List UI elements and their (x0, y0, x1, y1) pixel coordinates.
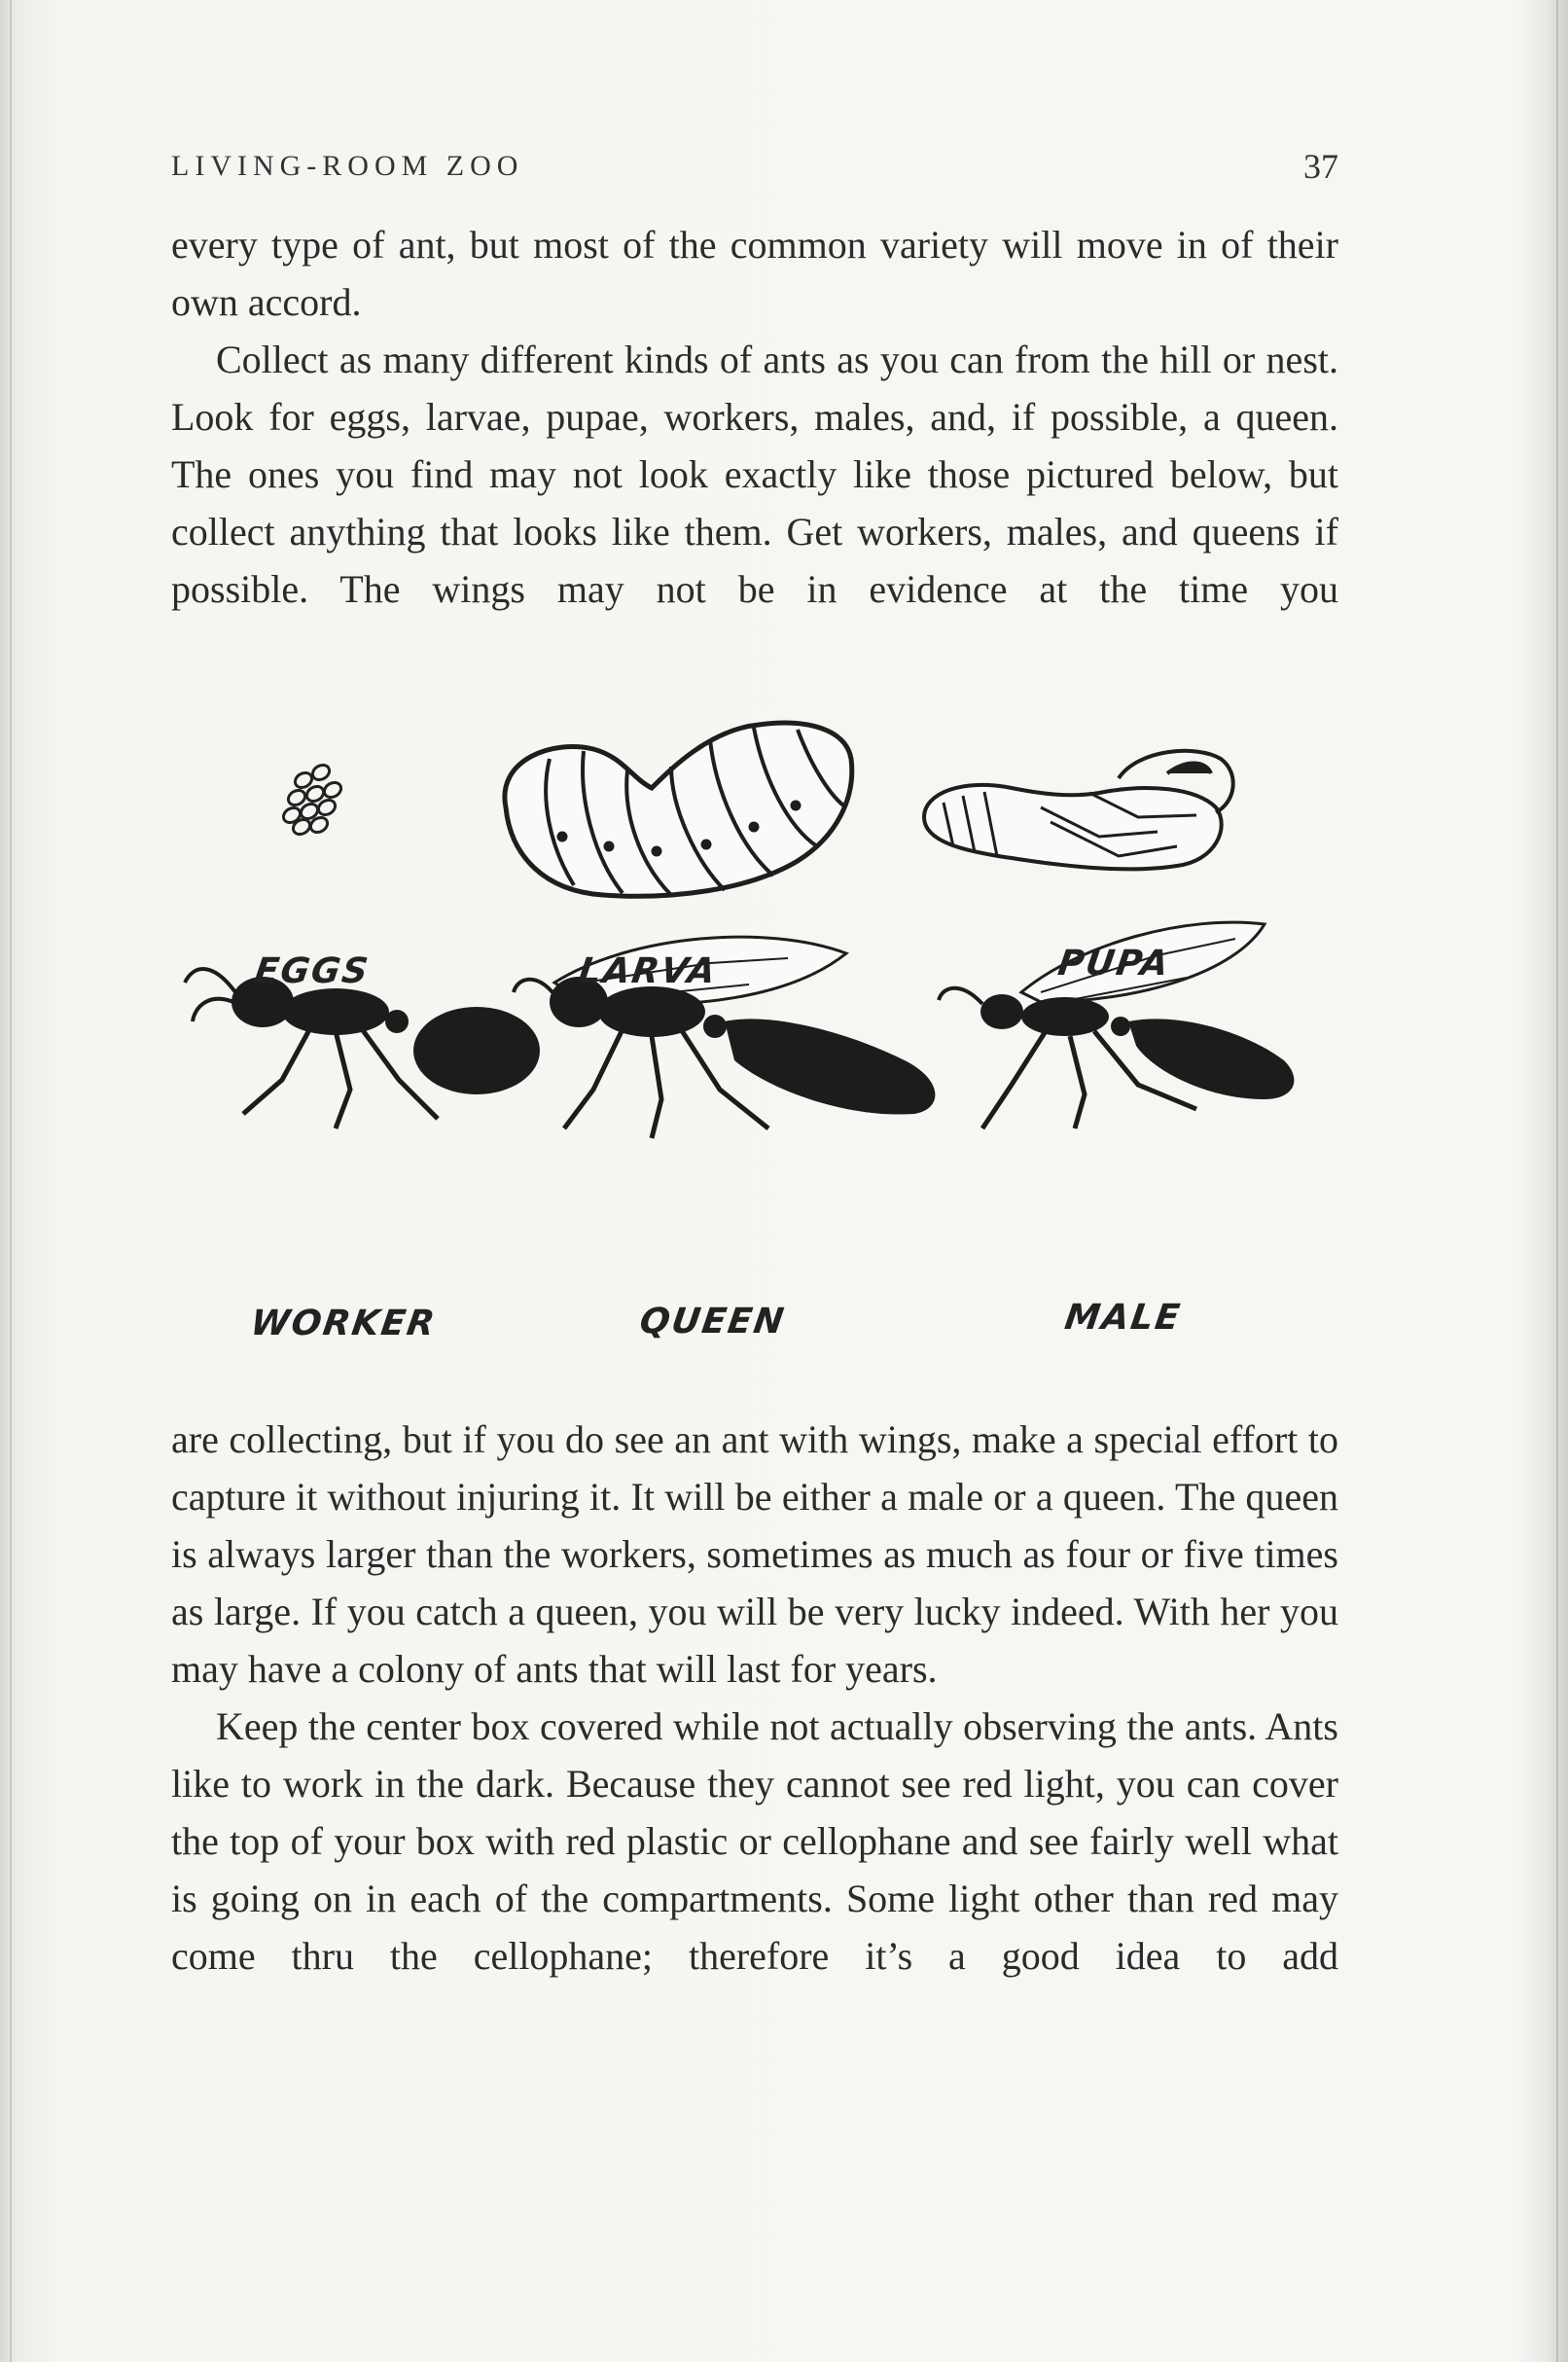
running-title: LIVING-ROOM ZOO (171, 150, 524, 182)
label-male: MALE (1062, 1298, 1185, 1338)
label-pupa: PUPA (1055, 944, 1173, 984)
page-number: 37 (1303, 147, 1338, 186)
paragraph-winged-ants: are collecting, but if you do see an ant with wings, make a special effort to capture it without injuring it. It will be either a male or a queen. The queen is always larger than the workers, sometimes as much as four or five times as large. If you catch a queen, you will be very lucky indeed. With her you may have a colony of ants that will last for years. (171, 1417, 1338, 1691)
label-worker: WORKER (248, 1304, 440, 1343)
paragraph-collect-ants: Collect as many different kinds of ants as you can from the hill or nest. Look for eggs, larvae, pupae, workers, males, and, if possible, a queen. The ones you find may not look exactly like those pictured below, but collect anything that looks like them. Get workers, males, and queens if possible. The wings may not be in evidence at the time you (171, 338, 1338, 611)
paragraph-cover-box: Keep the center box covered while not actually observing the ants. Ants like to work in the dark. Because they cannot see red light, you can cover the top of your box with red plastic or cellophane and see fairly well what is going on in each of the compartments. Some light other than red may come thru the cellophane; therefore it’s a good idea to add (171, 1704, 1338, 1978)
label-eggs: EGGS (252, 951, 373, 991)
page-edge (1556, 0, 1558, 2362)
ant-illustration (165, 700, 1352, 1372)
page-gutter (10, 0, 12, 2362)
larva-drawing (505, 723, 852, 896)
pupa-drawing (924, 751, 1233, 870)
running-head (171, 146, 1338, 195)
label-queen: QUEEN (637, 1302, 789, 1342)
body-text-top (171, 216, 1338, 618)
body-text-bottom (171, 1411, 1338, 1985)
eggs-drawing (281, 762, 344, 837)
paragraph-continued: every type of ant, but most of the common variety will move in of their own accord. (171, 223, 1338, 324)
queen-ant-drawing (514, 937, 935, 1138)
worker-ant-drawing (185, 969, 540, 1128)
label-larva: LARVA (576, 951, 720, 991)
ant-life-stages-figure (165, 700, 1352, 1372)
